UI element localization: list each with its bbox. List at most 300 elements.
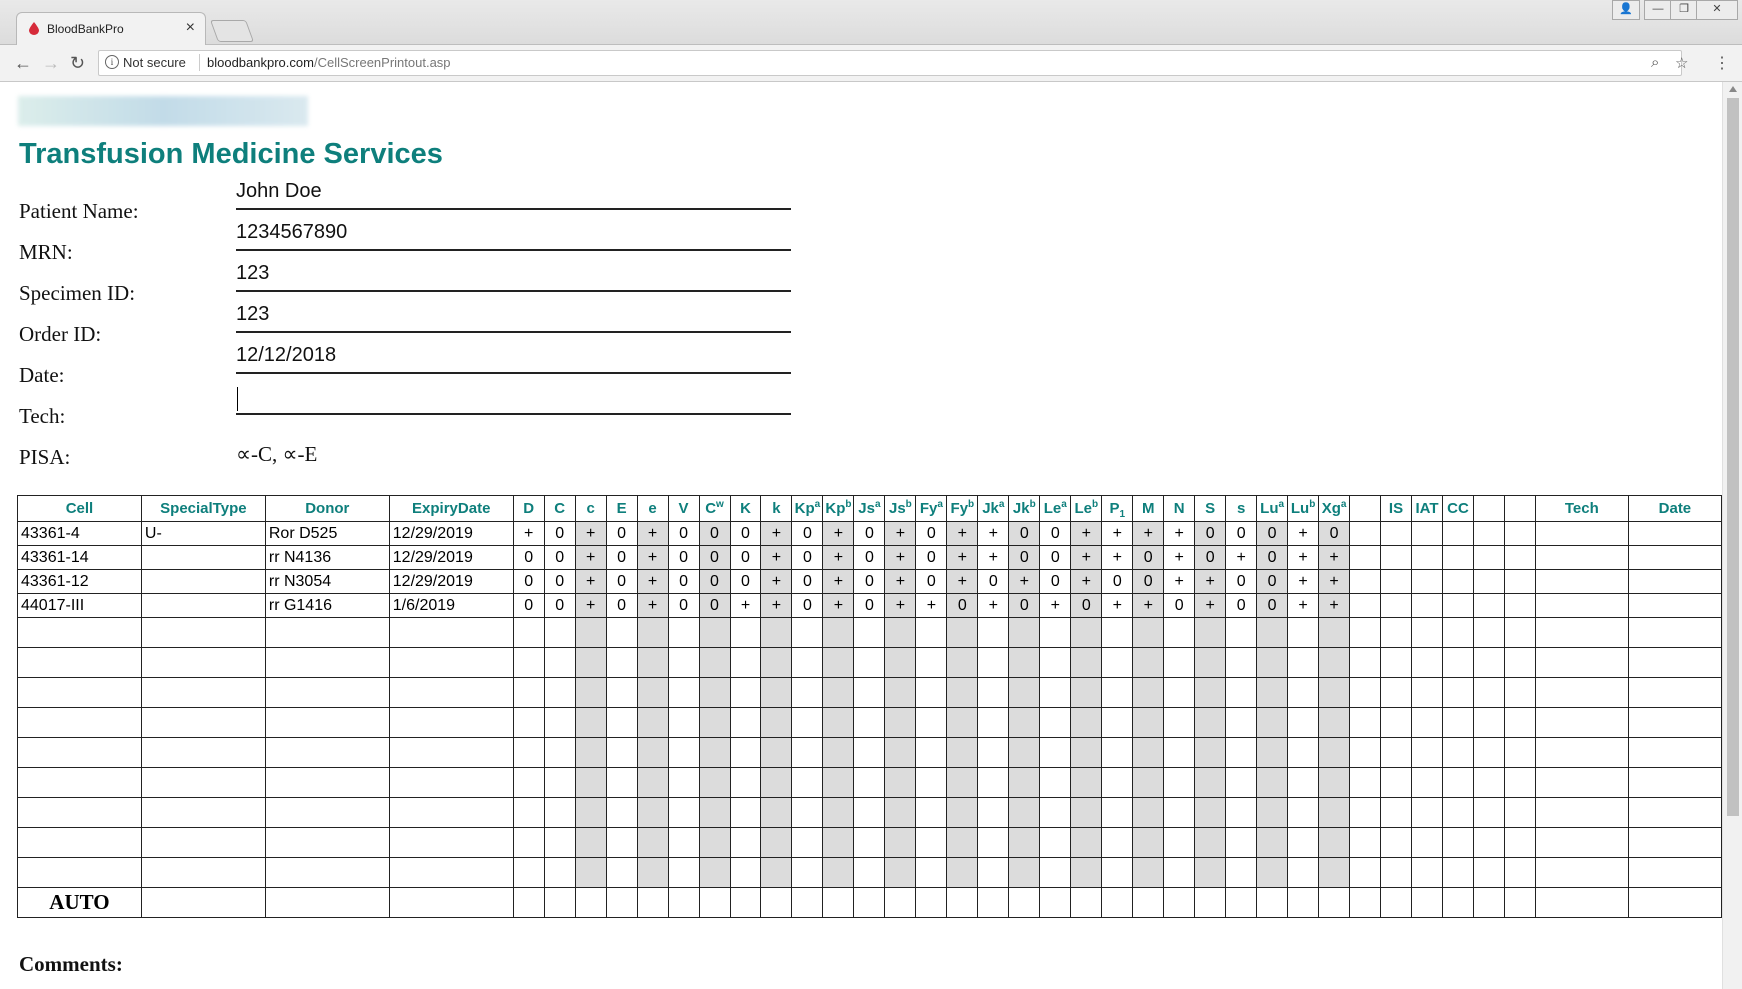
scrollbar-thumb[interactable] bbox=[1727, 98, 1739, 816]
table-cell bbox=[1040, 678, 1071, 708]
column-header: N bbox=[1164, 496, 1195, 522]
table-cell bbox=[606, 678, 637, 708]
table-cell bbox=[1381, 570, 1412, 594]
column-header-script: b bbox=[845, 499, 852, 510]
table-cell bbox=[730, 858, 761, 888]
mrn-field[interactable] bbox=[236, 221, 791, 251]
table-cell bbox=[606, 618, 637, 648]
table-cell bbox=[854, 708, 885, 738]
table-cell bbox=[668, 888, 699, 918]
table-cell bbox=[947, 888, 978, 918]
table-cell bbox=[1319, 738, 1350, 768]
table-cell bbox=[1381, 618, 1412, 648]
table-cell: rr N4136 bbox=[265, 546, 389, 570]
table-cell: 44017-III bbox=[18, 594, 142, 618]
table-cell bbox=[1319, 858, 1350, 888]
table-cell bbox=[1164, 828, 1195, 858]
patient-name-field[interactable] bbox=[236, 180, 791, 210]
table-cell bbox=[141, 798, 265, 828]
column-header-text: Lu bbox=[1260, 500, 1279, 517]
table-cell bbox=[18, 678, 142, 708]
column-header bbox=[1288, 496, 1319, 522]
table-cell bbox=[141, 570, 265, 594]
table-cell bbox=[699, 648, 730, 678]
table-cell bbox=[1071, 648, 1102, 678]
table-cell bbox=[513, 768, 544, 798]
specimen-id-value: 123 bbox=[236, 262, 270, 284]
table-cell bbox=[544, 888, 575, 918]
table-cell bbox=[1535, 594, 1628, 618]
table-cell bbox=[637, 708, 668, 738]
table-cell bbox=[389, 768, 513, 798]
table-cell bbox=[637, 828, 668, 858]
table-cell bbox=[854, 858, 885, 888]
column-header-text: C bbox=[705, 500, 717, 517]
table-cell: 0 bbox=[1009, 522, 1040, 546]
table-cell bbox=[947, 618, 978, 648]
table-cell bbox=[1442, 648, 1473, 678]
table-cell bbox=[1504, 678, 1535, 708]
tech-label: Tech: bbox=[19, 404, 66, 428]
table-cell bbox=[1288, 678, 1319, 708]
close-window-button[interactable]: ✕ bbox=[1696, 0, 1738, 20]
table-cell bbox=[1381, 594, 1412, 618]
kebab-menu-icon[interactable]: ⋮ bbox=[1714, 55, 1730, 72]
table-cell bbox=[1473, 858, 1504, 888]
table-cell bbox=[1009, 648, 1040, 678]
table-cell bbox=[606, 888, 637, 918]
column-header: E bbox=[606, 496, 637, 522]
table-cell bbox=[854, 648, 885, 678]
table-cell bbox=[792, 888, 823, 918]
table-cell: 0 bbox=[1257, 570, 1288, 594]
table-cell bbox=[792, 678, 823, 708]
table-cell bbox=[575, 828, 606, 858]
table-cell bbox=[606, 858, 637, 888]
column-header-script: b bbox=[1029, 499, 1036, 510]
table-cell bbox=[699, 678, 730, 708]
address-bar[interactable] bbox=[98, 50, 1689, 76]
table-cell bbox=[1442, 594, 1473, 618]
table-cell bbox=[823, 678, 854, 708]
table-cell: + bbox=[1071, 546, 1102, 570]
table-cell bbox=[699, 798, 730, 828]
table-cell: 0 bbox=[699, 570, 730, 594]
table-cell: 0 bbox=[1040, 546, 1071, 570]
table-cell bbox=[792, 738, 823, 768]
column-header-text: P bbox=[1109, 500, 1120, 517]
table-cell bbox=[1009, 678, 1040, 708]
table-cell bbox=[885, 708, 916, 738]
page-title: Transfusion Medicine Services bbox=[19, 138, 443, 170]
table-cell bbox=[885, 768, 916, 798]
table-cell bbox=[1381, 888, 1412, 918]
table-cell bbox=[761, 858, 792, 888]
patient-name-label: Patient Name: bbox=[19, 199, 139, 223]
table-cell bbox=[1226, 888, 1257, 918]
column-header-script: a bbox=[1340, 499, 1347, 510]
restore-button[interactable]: ❐ bbox=[1670, 0, 1698, 20]
info-icon[interactable]: i bbox=[105, 55, 119, 69]
table-cell bbox=[1535, 648, 1628, 678]
table-cell bbox=[544, 678, 575, 708]
url-text[interactable] bbox=[207, 55, 451, 70]
table-cell bbox=[1412, 738, 1443, 768]
table-cell bbox=[1288, 798, 1319, 828]
column-header bbox=[1257, 496, 1288, 522]
table-cell bbox=[668, 738, 699, 768]
table-cell: + bbox=[978, 594, 1009, 618]
table-cell bbox=[1350, 858, 1381, 888]
table-cell bbox=[544, 648, 575, 678]
table-cell bbox=[792, 858, 823, 888]
table-cell: 0 bbox=[668, 546, 699, 570]
column-header: SpecialType bbox=[141, 496, 265, 522]
table-cell: 43361-12 bbox=[18, 570, 142, 594]
table-cell bbox=[513, 858, 544, 888]
new-tab-button[interactable] bbox=[210, 20, 254, 42]
table-cell: 0 bbox=[1319, 522, 1350, 546]
table-cell: 0 bbox=[730, 522, 761, 546]
table-cell bbox=[1535, 798, 1628, 828]
minimize-button[interactable]: — bbox=[1644, 0, 1672, 20]
browser-toolbar bbox=[0, 45, 1742, 82]
table-cell: 0 bbox=[606, 546, 637, 570]
forward-arrow-icon[interactable]: → bbox=[42, 53, 60, 73]
table-cell bbox=[1102, 798, 1133, 828]
table-cell bbox=[792, 648, 823, 678]
comments-label: Comments: bbox=[19, 952, 123, 976]
table-cell bbox=[1319, 708, 1350, 738]
table-cell bbox=[1350, 888, 1381, 918]
pisa-label: PISA: bbox=[19, 445, 71, 469]
table-cell bbox=[265, 798, 389, 828]
table-cell: rr G1416 bbox=[265, 594, 389, 618]
table-cell bbox=[823, 708, 854, 738]
tech-field[interactable] bbox=[236, 385, 791, 415]
table-cell bbox=[1628, 546, 1721, 570]
table-cell: 12/29/2019 bbox=[389, 522, 513, 546]
table-cell bbox=[792, 618, 823, 648]
column-header-text: Lu bbox=[1290, 500, 1310, 517]
table-cell bbox=[885, 858, 916, 888]
table-cell: + bbox=[761, 594, 792, 618]
table-cell bbox=[1350, 546, 1381, 570]
column-header bbox=[1009, 496, 1040, 522]
table-cell: + bbox=[885, 570, 916, 594]
table-cell: + bbox=[1288, 570, 1319, 594]
table-cell: rr N3054 bbox=[265, 570, 389, 594]
table-cell bbox=[1350, 678, 1381, 708]
table-cell bbox=[916, 858, 947, 888]
table-cell bbox=[1040, 828, 1071, 858]
table-cell bbox=[885, 618, 916, 648]
cell-screen-table bbox=[17, 495, 1722, 918]
table-cell bbox=[1535, 768, 1628, 798]
table-cell bbox=[1350, 618, 1381, 648]
table-cell: 0 bbox=[1257, 594, 1288, 618]
table-cell bbox=[1535, 570, 1628, 594]
table-row bbox=[18, 828, 1722, 858]
column-header: Tech bbox=[1535, 496, 1628, 522]
table-cell bbox=[885, 648, 916, 678]
table-cell: + bbox=[761, 570, 792, 594]
table-cell bbox=[854, 888, 885, 918]
column-header bbox=[792, 496, 823, 522]
table-cell bbox=[265, 678, 389, 708]
table-cell: + bbox=[885, 522, 916, 546]
table-cell bbox=[1412, 594, 1443, 618]
table-cell bbox=[1319, 768, 1350, 798]
order-id-value: 123 bbox=[236, 303, 270, 325]
table-cell bbox=[1133, 828, 1164, 858]
pisa-value: ∝-C, ∝-E bbox=[236, 442, 318, 466]
table-cell: + bbox=[978, 522, 1009, 546]
table-cell bbox=[637, 768, 668, 798]
table-cell bbox=[1535, 858, 1628, 888]
table-cell bbox=[1102, 738, 1133, 768]
bookmark-star-icon[interactable]: ☆ bbox=[1675, 55, 1689, 72]
table-cell bbox=[18, 648, 142, 678]
table-cell bbox=[265, 828, 389, 858]
table-cell bbox=[1412, 618, 1443, 648]
table-cell bbox=[575, 738, 606, 768]
table-cell: 0 bbox=[854, 570, 885, 594]
table-cell bbox=[761, 618, 792, 648]
vertical-scrollbar[interactable] bbox=[1722, 82, 1742, 989]
table-cell: 0 bbox=[513, 570, 544, 594]
table-cell bbox=[1102, 888, 1133, 918]
column-header bbox=[1071, 496, 1102, 522]
column-header-text: Fy bbox=[919, 500, 938, 517]
table-cell bbox=[1133, 618, 1164, 648]
table-cell bbox=[1504, 798, 1535, 828]
table-cell bbox=[1412, 768, 1443, 798]
table-cell bbox=[1504, 546, 1535, 570]
table-cell bbox=[668, 678, 699, 708]
table-cell bbox=[668, 648, 699, 678]
table-cell bbox=[1226, 798, 1257, 828]
scroll-up-icon[interactable] bbox=[1729, 86, 1737, 92]
table-cell: + bbox=[1288, 594, 1319, 618]
specimen-id-field[interactable] bbox=[236, 262, 791, 292]
table-cell bbox=[1257, 678, 1288, 708]
column-header bbox=[1102, 496, 1133, 522]
table-cell bbox=[1288, 708, 1319, 738]
table-cell bbox=[1442, 546, 1473, 570]
table-cell bbox=[1071, 768, 1102, 798]
table-cell bbox=[637, 738, 668, 768]
reload-icon[interactable]: ↻ bbox=[70, 53, 86, 73]
table-cell bbox=[1226, 618, 1257, 648]
table-cell: + bbox=[1164, 522, 1195, 546]
table-cell bbox=[1442, 828, 1473, 858]
table-cell bbox=[978, 708, 1009, 738]
table-cell bbox=[699, 858, 730, 888]
table-cell: + bbox=[823, 546, 854, 570]
table-cell bbox=[1412, 708, 1443, 738]
table-cell: 0 bbox=[606, 594, 637, 618]
table-cell bbox=[389, 738, 513, 768]
table-cell bbox=[978, 888, 1009, 918]
table-cell: 0 bbox=[544, 522, 575, 546]
table-cell bbox=[1628, 888, 1721, 918]
table-cell bbox=[1504, 570, 1535, 594]
column-header: Cell bbox=[18, 496, 142, 522]
table-row bbox=[18, 888, 1722, 918]
table-cell bbox=[947, 648, 978, 678]
table-cell bbox=[916, 738, 947, 768]
specimen-id-label: Specimen ID: bbox=[19, 281, 136, 305]
table-cell bbox=[916, 648, 947, 678]
table-cell bbox=[1071, 678, 1102, 708]
table-cell bbox=[730, 618, 761, 648]
table-cell bbox=[1009, 738, 1040, 768]
column-header-script: a bbox=[1278, 499, 1285, 510]
table-cell bbox=[1535, 828, 1628, 858]
table-cell bbox=[1257, 708, 1288, 738]
table-cell bbox=[1628, 828, 1721, 858]
table-cell: 12/29/2019 bbox=[389, 546, 513, 570]
profile-icon[interactable]: 👤 bbox=[1612, 0, 1640, 20]
table-cell bbox=[1473, 546, 1504, 570]
table-cell bbox=[1381, 858, 1412, 888]
table-cell bbox=[1257, 648, 1288, 678]
table-cell bbox=[1009, 828, 1040, 858]
table-cell bbox=[1504, 648, 1535, 678]
table-row bbox=[18, 594, 1722, 618]
table-cell bbox=[1473, 678, 1504, 708]
table-cell bbox=[637, 618, 668, 648]
table-cell bbox=[978, 648, 1009, 678]
table-cell bbox=[606, 708, 637, 738]
table-cell bbox=[18, 828, 142, 858]
order-id-field[interactable] bbox=[236, 303, 791, 333]
table-cell: + bbox=[1164, 570, 1195, 594]
table-cell bbox=[575, 798, 606, 828]
table-cell bbox=[1257, 618, 1288, 648]
table-cell bbox=[1319, 678, 1350, 708]
table-cell bbox=[1102, 858, 1133, 888]
table-cell bbox=[761, 798, 792, 828]
zoom-icon[interactable]: ⌕ bbox=[1651, 54, 1660, 71]
table-cell bbox=[141, 618, 265, 648]
table-cell bbox=[1226, 828, 1257, 858]
table-cell: 0 bbox=[730, 570, 761, 594]
table-cell bbox=[916, 828, 947, 858]
table-cell bbox=[947, 708, 978, 738]
table-cell bbox=[978, 768, 1009, 798]
table-cell bbox=[1133, 858, 1164, 888]
table-cell bbox=[1412, 522, 1443, 546]
table-cell: 0 bbox=[854, 522, 885, 546]
table-cell bbox=[141, 678, 265, 708]
table-cell bbox=[668, 858, 699, 888]
table-cell: + bbox=[1288, 522, 1319, 546]
date-field[interactable] bbox=[236, 344, 791, 374]
table-cell bbox=[265, 618, 389, 648]
table-cell: + bbox=[1195, 570, 1226, 594]
table-cell bbox=[1040, 618, 1071, 648]
table-cell: 0 bbox=[668, 594, 699, 618]
back-arrow-icon[interactable]: ← bbox=[14, 53, 32, 73]
table-cell bbox=[1350, 570, 1381, 594]
table-cell bbox=[141, 858, 265, 888]
text-cursor bbox=[237, 387, 238, 411]
table-cell bbox=[1504, 522, 1535, 546]
table-cell bbox=[389, 798, 513, 828]
column-header: c bbox=[575, 496, 606, 522]
table-cell bbox=[18, 768, 142, 798]
table-cell bbox=[1628, 618, 1721, 648]
table-cell bbox=[265, 858, 389, 888]
table-cell bbox=[978, 678, 1009, 708]
table-cell: + bbox=[575, 522, 606, 546]
table-cell bbox=[1504, 858, 1535, 888]
table-cell bbox=[1473, 594, 1504, 618]
column-header: e bbox=[637, 496, 668, 522]
table-cell bbox=[761, 828, 792, 858]
table-cell bbox=[1164, 678, 1195, 708]
column-header-script: b bbox=[1309, 499, 1316, 510]
table-cell bbox=[730, 768, 761, 798]
table-cell bbox=[1009, 858, 1040, 888]
table-cell bbox=[575, 678, 606, 708]
tab-close-icon[interactable]: × bbox=[185, 19, 195, 36]
column-header-text: Js bbox=[888, 500, 906, 517]
table-cell bbox=[575, 708, 606, 738]
column-header: C bbox=[544, 496, 575, 522]
table-cell bbox=[1442, 858, 1473, 888]
table-cell: + bbox=[1133, 522, 1164, 546]
table-cell: + bbox=[730, 594, 761, 618]
table-cell: + bbox=[1288, 546, 1319, 570]
table-cell bbox=[1009, 768, 1040, 798]
table-cell bbox=[513, 888, 544, 918]
table-cell bbox=[1288, 618, 1319, 648]
table-cell bbox=[885, 828, 916, 858]
browser-tab[interactable] bbox=[16, 12, 206, 45]
column-header-script: w bbox=[716, 499, 724, 510]
table-cell bbox=[699, 738, 730, 768]
table-cell bbox=[141, 768, 265, 798]
column-header bbox=[823, 496, 854, 522]
table-cell bbox=[1226, 768, 1257, 798]
table-cell bbox=[18, 708, 142, 738]
table-cell bbox=[389, 678, 513, 708]
table-cell: + bbox=[513, 522, 544, 546]
table-cell bbox=[637, 798, 668, 828]
table-cell bbox=[1442, 708, 1473, 738]
table-cell bbox=[978, 858, 1009, 888]
table-cell: 0 bbox=[668, 570, 699, 594]
table-cell bbox=[1350, 738, 1381, 768]
table-cell: + bbox=[637, 546, 668, 570]
table-cell bbox=[1164, 738, 1195, 768]
table-cell bbox=[1628, 648, 1721, 678]
table-cell bbox=[761, 888, 792, 918]
table-cell: 0 bbox=[916, 570, 947, 594]
table-cell bbox=[1442, 768, 1473, 798]
column-header: s bbox=[1226, 496, 1257, 522]
column-header bbox=[854, 496, 885, 522]
table-cell bbox=[1442, 738, 1473, 768]
table-cell bbox=[1288, 888, 1319, 918]
column-header-text: Fy bbox=[950, 500, 969, 517]
table-cell: + bbox=[823, 594, 854, 618]
table-cell bbox=[823, 828, 854, 858]
table-cell bbox=[1195, 798, 1226, 828]
